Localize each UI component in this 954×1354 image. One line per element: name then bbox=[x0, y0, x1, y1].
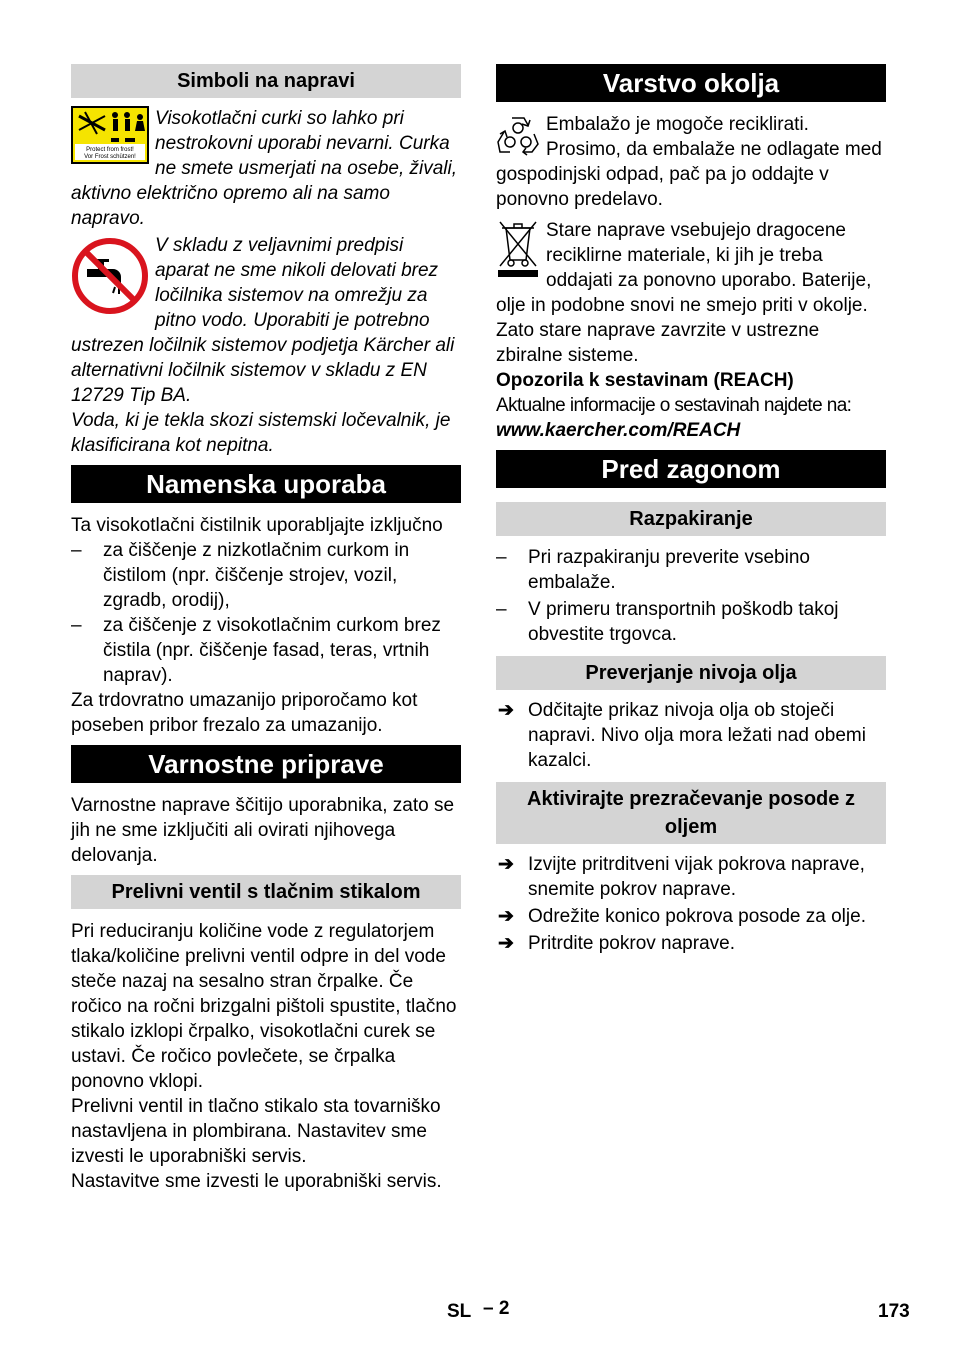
arrow-icon: ➔ bbox=[498, 933, 514, 954]
intended-use-list bbox=[71, 538, 461, 688]
symbols-block-2 bbox=[71, 233, 461, 458]
page-number: 173 bbox=[878, 1301, 910, 1322]
environment-block-2 bbox=[496, 218, 886, 368]
no-drinking-water-connection-icon bbox=[71, 237, 149, 315]
list-item: – V primeru transportnih poškodb takoj obvestite trgovca. bbox=[496, 599, 839, 645]
high-pressure-warning-icon bbox=[71, 106, 149, 164]
oil-vent-heading: Aktivirajte prezračevanje posode z oljem bbox=[496, 782, 886, 844]
list-item: ➔ Odčitajte prikaz nivoja olja ob stoječi napravi. Nivo olja mora ležati nad obemi kazalci. bbox=[498, 700, 866, 771]
before-startup-heading: Pred zagonom bbox=[496, 450, 886, 488]
oil-level-list bbox=[496, 698, 886, 773]
overflow-valve-heading: Prelivni ventil s tlačnim stikalom bbox=[71, 875, 461, 909]
warning-label-line2: Vor Frost schützen! bbox=[84, 154, 136, 160]
overflow-valve-text-2: Prelivni ventil in tlačno stikalo sta tovarniško nastavljena in plombirana. Nastavitev sme izvesti le uporabniški servis. bbox=[71, 1096, 441, 1167]
safety-devices-text: Varnostne naprave ščitijo uporabnika, zato se jih ne sme izključiti ali ovirati njihovega delovanja. bbox=[71, 795, 455, 866]
left-column bbox=[71, 64, 461, 1194]
intended-use-intro: Ta visokotlačni čistilnik uporabljajte izključno bbox=[71, 515, 443, 536]
list-item: ➔ Izvijte pritrditveni vijak pokrova naprave, snemite pokrov naprave. bbox=[498, 854, 865, 900]
environment-text-1: Embalažo je mogoče reciklirati. Prosimo, da embalaže ne odlagate med gospodinjski odpad, pač pa jo oddajte v ponovno predelavo. bbox=[496, 114, 882, 210]
environment-text-2: Stare naprave vsebujejo dragocene reciklirne materiale, ki jih je treba oddajati za ponovno uporabo. Baterije, olje in podobne snovi ne smejo priti v okolje. Zato stare naprave zavrzite v ustrezne zbiralne sisteme. bbox=[496, 220, 872, 366]
arrow-icon: ➔ bbox=[498, 906, 514, 927]
environment-heading: Varstvo okolja bbox=[496, 64, 886, 102]
reach-heading: Opozorila k sestavinam (REACH) bbox=[496, 370, 794, 391]
dash-marker: – bbox=[496, 547, 507, 568]
symbols-block-1 bbox=[71, 106, 461, 231]
reach-link[interactable]: www.kaercher.com/REACH bbox=[496, 420, 741, 441]
list-item: – za čiščenje z nizkotlačnim curkom in čistilom (npr. čiščenje strojev, vozil, zgradb, orodij), bbox=[71, 540, 410, 611]
symbols-text-3: Voda, ki je tekla skozi sistemski ločevalnik, je klasificirana kot nepitna. bbox=[71, 410, 451, 456]
reach-text: Aktualne informacije o sestavinah najdete na: bbox=[496, 395, 852, 416]
symbols-text-1: Visokotlačni curki so lahko pri nestrokovni uporabi nevarni. Curka ne smete usmerjati na osebe, živali, aktivno električno opremo ali na samo napravo. bbox=[71, 108, 458, 229]
oil-vent-list bbox=[496, 852, 886, 956]
warning-label-line1: Protect from frost! bbox=[86, 147, 134, 153]
list-item: ➔ Pritrdite pokrov naprave. bbox=[498, 933, 735, 954]
list-item: – za čiščenje z visokotlačnim curkom brez čistila (npr. čiščenje fasad, teras, vrtnih naprav). bbox=[71, 615, 441, 686]
list-item: ➔ Odrežite konico pokrova posode za olje. bbox=[498, 906, 866, 927]
list-item: – Pri razpakiranju preverite vsebino embalaže. bbox=[496, 547, 810, 593]
environment-block-1 bbox=[496, 112, 886, 212]
footer-language: SL bbox=[447, 1301, 472, 1322]
recycling-icon bbox=[496, 114, 540, 156]
oil-level-heading: Preverjanje nivoja olja bbox=[496, 656, 886, 690]
dash-marker: – bbox=[71, 540, 82, 561]
dash-marker: – bbox=[496, 599, 507, 620]
footer-section: – 2 bbox=[483, 1298, 510, 1319]
overflow-valve-text-1: Pri reduciranju količine vode z regulatorjem tlaka/količine prelivni ventil odpre in del vode steče nazaj na sesalno stran črpalke. Če ročico na ročni brizgalni pištoli spustite, tlačno stikalo izklopi črpalko, visokotlačni curek se ustavi. Če ročico povlečete, se črpalka ponovno vklopi. bbox=[71, 921, 457, 1092]
unpacking-heading: Razpakiranje bbox=[496, 502, 886, 536]
intended-use-note: Za trdovratno umazanijo priporočamo kot poseben pribor frezalo za umazanijo. bbox=[71, 690, 418, 736]
unpacking-list bbox=[496, 545, 886, 647]
intended-use-heading: Namenska uporaba bbox=[71, 465, 461, 503]
weee-crossed-bin-icon bbox=[496, 218, 540, 278]
symbols-heading: Simboli na napravi bbox=[71, 64, 461, 98]
right-column bbox=[496, 64, 886, 956]
arrow-icon: ➔ bbox=[498, 700, 514, 721]
arrow-icon: ➔ bbox=[498, 854, 514, 875]
dash-marker: – bbox=[71, 615, 82, 636]
symbols-text-2: V skladu z veljavnimi predpisi aparat ne sme nikoli delovati brez ločilnika sistemov na omrežju za pitno vodo. Uporabiti je potrebno ustrezen ločilnik sistemov podjetja Kärcher ali alternativni ločilnik sistemov v skladu z EN 12729 Tip BA. bbox=[71, 235, 455, 406]
overflow-valve-text-3: Nastavitve sme izvesti le uporabniški servis. bbox=[71, 1171, 442, 1192]
safety-devices-heading: Varnostne priprave bbox=[71, 745, 461, 783]
